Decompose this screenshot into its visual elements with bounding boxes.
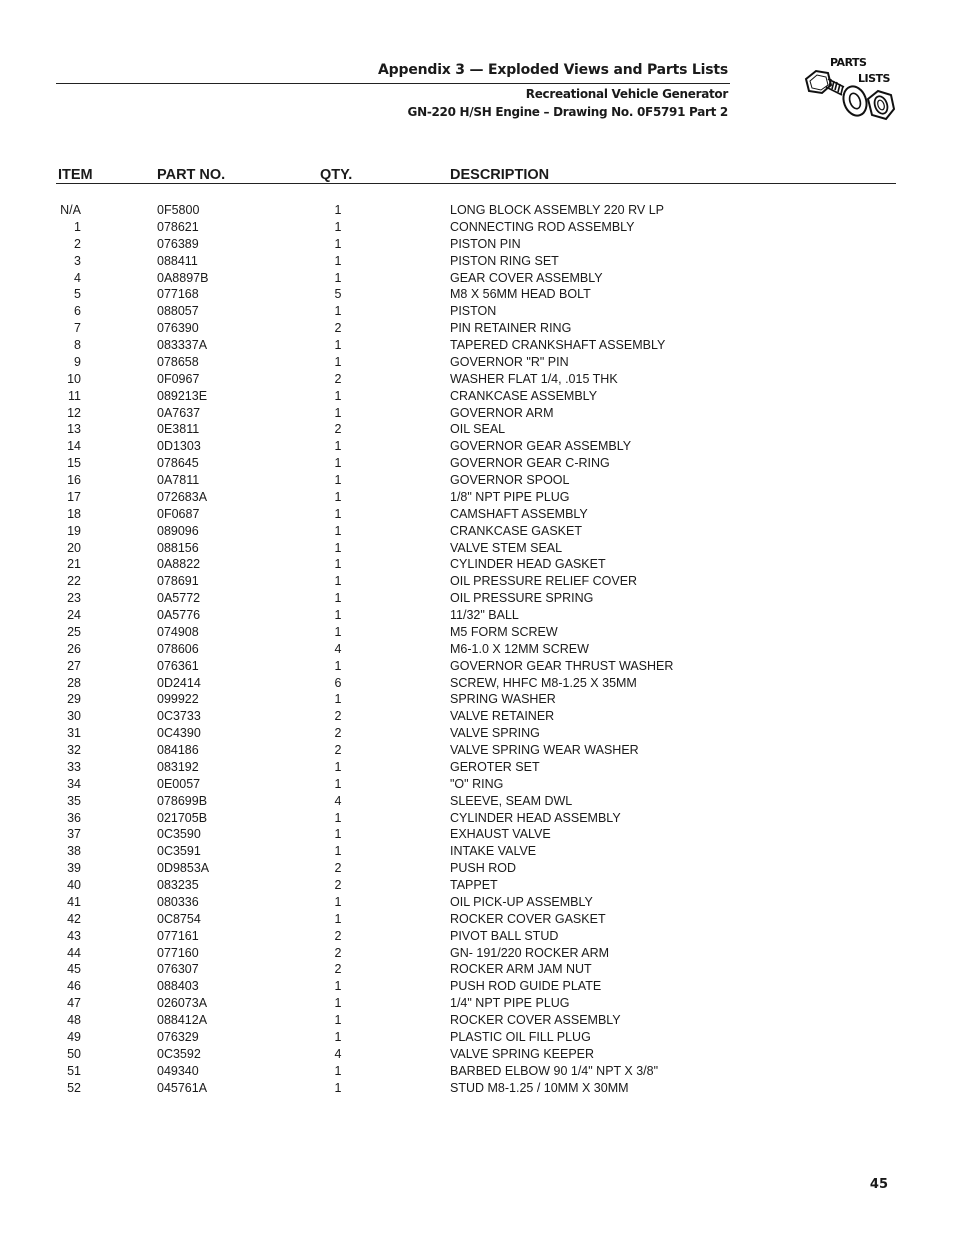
quantity: 1 xyxy=(334,236,342,251)
item-number: 18 xyxy=(67,506,81,521)
item-number: 41 xyxy=(67,894,81,909)
part-number: 026073A xyxy=(157,996,208,1011)
quantity: 1 xyxy=(334,203,342,217)
table-row xyxy=(0,675,954,692)
quantity: 1 xyxy=(334,489,342,504)
item-number: 14 xyxy=(67,439,81,454)
part-number: 077168 xyxy=(157,287,199,302)
item-number: 42 xyxy=(67,911,81,926)
part-number: 088411 xyxy=(157,253,198,268)
quantity: 1 xyxy=(334,439,342,454)
part-number: 078699B xyxy=(157,793,208,808)
part-number: 072683A xyxy=(157,489,208,504)
table-row xyxy=(0,742,954,759)
quantity: 4 xyxy=(334,641,342,656)
quantity: 1 xyxy=(334,388,342,403)
drawing-reference: GN-220 H/SH Engine – Drawing No. 0F5791 Part 2 xyxy=(407,105,728,119)
item-number: 23 xyxy=(67,591,81,606)
description: PUSH ROD GUIDE PLATE xyxy=(450,979,602,994)
table-row xyxy=(0,928,954,945)
part-number: 021705B xyxy=(157,810,208,825)
quantity: 1 xyxy=(334,591,342,606)
parts-lists-logo xyxy=(800,55,900,133)
description: LONG BLOCK ASSEMBLY 220 RV LP xyxy=(450,203,664,217)
table-row xyxy=(0,573,954,590)
part-number: 078645 xyxy=(157,456,199,471)
item-number: 26 xyxy=(67,641,81,656)
item-number: 45 xyxy=(67,962,81,977)
item-number: 1 xyxy=(74,219,81,234)
part-number: 0D9853A xyxy=(157,861,210,876)
column-header-part-no: PART NO. xyxy=(157,167,226,183)
table-row xyxy=(0,978,954,995)
part-number: 0E0057 xyxy=(157,776,201,791)
document-subtitle: Recreational Vehicle Generator xyxy=(525,87,728,101)
item-number: 21 xyxy=(67,557,81,572)
table-row xyxy=(0,472,954,489)
item-number: 48 xyxy=(67,1013,81,1027)
item-number: 31 xyxy=(67,726,81,741)
quantity: 1 xyxy=(334,827,342,842)
part-number: 078606 xyxy=(157,641,199,656)
table-row xyxy=(0,1046,954,1063)
quantity: 1 xyxy=(334,996,342,1011)
quantity: 1 xyxy=(334,1063,342,1078)
description: GEROTER SET xyxy=(450,759,540,774)
page-number: 45 xyxy=(869,1177,888,1192)
description: PLASTIC OIL FILL PLUG xyxy=(450,1029,591,1044)
table-row xyxy=(0,759,954,776)
quantity: 1 xyxy=(334,540,342,555)
quantity: 1 xyxy=(334,523,342,538)
description: VALVE SPRING xyxy=(450,726,540,741)
table-row xyxy=(0,540,954,557)
quantity: 2 xyxy=(334,962,342,977)
table-row xyxy=(0,1080,954,1097)
item-number: 6 xyxy=(74,304,81,319)
description: BARBED ELBOW 90 1/4" NPT X 3/8" xyxy=(450,1063,659,1078)
item-number: 20 xyxy=(67,540,81,555)
part-number: 0C3592 xyxy=(157,1046,201,1061)
part-number: 0D2414 xyxy=(157,675,201,690)
table-row xyxy=(0,253,954,270)
quantity: 6 xyxy=(334,675,342,690)
table-row xyxy=(0,421,954,438)
table-row xyxy=(0,810,954,827)
item-number: 38 xyxy=(67,844,81,859)
description: TAPERED CRANKSHAFT ASSEMBLY xyxy=(450,338,666,352)
quantity: 1 xyxy=(334,911,342,926)
item-number: 51 xyxy=(67,1063,81,1078)
description: VALVE STEM SEAL xyxy=(450,540,563,555)
description: CRANKCASE ASSEMBLY xyxy=(450,388,598,403)
description: WASHER FLAT 1/4, .015 THK xyxy=(450,371,618,386)
description: OIL PICK-UP ASSEMBLY xyxy=(450,894,593,909)
quantity: 1 xyxy=(334,574,342,589)
item-number: 16 xyxy=(67,473,81,487)
table-row xyxy=(0,236,954,253)
table-row xyxy=(0,590,954,607)
quantity: 1 xyxy=(334,405,342,420)
description: 1/8" NPT PIPE PLUG xyxy=(450,489,570,504)
item-number: 19 xyxy=(67,523,81,538)
column-header-qty: QTY. xyxy=(320,167,353,183)
part-number: 099922 xyxy=(157,692,199,707)
table-row xyxy=(0,489,954,506)
description: PIN RETAINER RING xyxy=(450,321,572,336)
description: PISTON RING SET xyxy=(450,253,559,268)
description: STUD M8-1.25 / 10MM X 30MM xyxy=(450,1080,629,1095)
header-rule xyxy=(56,83,730,84)
description: ROCKER ARM JAM NUT xyxy=(450,962,592,977)
table-row xyxy=(0,1012,954,1029)
description: CYLINDER HEAD ASSEMBLY xyxy=(450,810,621,825)
description: PUSH ROD xyxy=(450,861,516,876)
item-number: 12 xyxy=(67,405,81,420)
table-row xyxy=(0,793,954,810)
table-row xyxy=(0,523,954,540)
part-number: 0A7637 xyxy=(157,405,201,420)
quantity: 2 xyxy=(334,371,342,386)
part-number: 077161 xyxy=(157,928,199,943)
column-header-item: ITEM xyxy=(58,167,93,183)
table-row xyxy=(0,961,954,978)
part-number: 088403 xyxy=(157,979,199,994)
quantity: 1 xyxy=(334,1029,342,1044)
item-number: 10 xyxy=(67,371,81,386)
table-row xyxy=(0,388,954,405)
description: GOVERNOR GEAR ASSEMBLY xyxy=(450,439,632,454)
item-number: 24 xyxy=(67,608,81,622)
quantity: 2 xyxy=(334,928,342,943)
description: CYLINDER HEAD GASKET xyxy=(450,557,606,572)
item-number: 36 xyxy=(67,810,81,825)
item-number: 2 xyxy=(74,236,81,251)
table-row xyxy=(0,860,954,877)
quantity: 1 xyxy=(334,456,342,471)
table-row xyxy=(0,320,954,337)
description: SCREW, HHFC M8-1.25 X 35MM xyxy=(450,675,637,690)
description: VALVE SPRING KEEPER xyxy=(450,1046,595,1061)
part-number: 076329 xyxy=(157,1029,199,1044)
description: VALVE RETAINER xyxy=(450,709,555,724)
item-number: 34 xyxy=(67,776,81,791)
description: ROCKER COVER GASKET xyxy=(450,911,606,926)
quantity: 1 xyxy=(334,506,342,521)
table-row xyxy=(0,354,954,371)
description: PIVOT BALL STUD xyxy=(450,928,559,943)
table-row xyxy=(0,641,954,658)
part-number: 0A8822 xyxy=(157,557,201,572)
table-row xyxy=(0,708,954,725)
table-row xyxy=(0,1063,954,1080)
column-header-rule xyxy=(56,183,896,184)
description: SLEEVE, SEAM DWL xyxy=(450,793,573,808)
description: GEAR COVER ASSEMBLY xyxy=(450,270,603,285)
description: OIL PRESSURE RELIEF COVER xyxy=(450,574,638,589)
table-row xyxy=(0,776,954,793)
column-header-description: DESCRIPTION xyxy=(450,167,550,183)
item-number: 32 xyxy=(67,743,81,757)
description: M6-1.0 X 12MM SCREW xyxy=(450,641,589,656)
table-row xyxy=(0,894,954,911)
table-row xyxy=(0,607,954,624)
part-number: 045761A xyxy=(157,1080,208,1095)
table-row xyxy=(0,337,954,354)
part-number: 049340 xyxy=(157,1063,199,1078)
description: GN- 191/220 ROCKER ARM xyxy=(450,945,610,960)
description: M5 FORM SCREW xyxy=(450,624,558,639)
part-number: 0C3591 xyxy=(157,844,201,859)
part-number: 089213E xyxy=(157,388,208,403)
part-number: 0E3811 xyxy=(157,422,200,437)
quantity: 1 xyxy=(334,776,342,791)
item-number: 8 xyxy=(74,338,81,352)
part-number: 0C4390 xyxy=(157,726,201,741)
quantity: 2 xyxy=(334,709,342,724)
description: "O" RING xyxy=(450,776,504,791)
quantity: 4 xyxy=(334,1046,342,1061)
table-row xyxy=(0,1029,954,1046)
item-number: 3 xyxy=(74,253,81,268)
table-row xyxy=(0,995,954,1012)
logo-text-lists: LISTS xyxy=(858,72,890,85)
item-number: 33 xyxy=(67,759,81,774)
description: TAPPET xyxy=(450,878,498,892)
description: 1/4" NPT PIPE PLUG xyxy=(450,996,570,1011)
item-number: 11 xyxy=(68,388,81,403)
item-number: 35 xyxy=(67,793,81,808)
description: CONNECTING ROD ASSEMBLY xyxy=(450,219,635,234)
part-number: 088412A xyxy=(157,1013,208,1027)
quantity: 1 xyxy=(334,1013,342,1027)
part-number: 088057 xyxy=(157,304,199,319)
quantity: 1 xyxy=(334,473,342,487)
part-number: 089096 xyxy=(157,523,199,538)
description: PISTON PIN xyxy=(450,236,521,251)
part-number: 084186 xyxy=(157,743,199,757)
quantity: 2 xyxy=(334,861,342,876)
part-number: 076389 xyxy=(157,236,199,251)
description: VALVE SPRING WEAR WASHER xyxy=(450,743,639,757)
description: ROCKER COVER ASSEMBLY xyxy=(450,1013,621,1027)
table-row xyxy=(0,911,954,928)
quantity: 1 xyxy=(334,759,342,774)
table-row xyxy=(0,945,954,962)
quantity: 5 xyxy=(334,287,342,302)
item-number: 4 xyxy=(74,270,81,285)
item-number: 15 xyxy=(67,456,81,471)
quantity: 1 xyxy=(334,1080,342,1095)
item-number: 9 xyxy=(74,354,81,369)
part-number: 0F0967 xyxy=(157,371,200,386)
item-number: N/A xyxy=(60,203,81,217)
quantity: 4 xyxy=(334,793,342,808)
table-row xyxy=(0,556,954,573)
part-number: 0F5800 xyxy=(157,203,200,217)
part-number: 0D1303 xyxy=(157,439,201,454)
quantity: 2 xyxy=(334,743,342,757)
quantity: 1 xyxy=(334,658,342,673)
table-row xyxy=(0,286,954,303)
item-number: 17 xyxy=(67,489,81,504)
table-row xyxy=(0,371,954,388)
part-number: 0C3733 xyxy=(157,709,201,724)
quantity: 1 xyxy=(334,270,342,285)
quantity: 2 xyxy=(334,878,342,892)
part-number: 074908 xyxy=(157,624,199,639)
table-row xyxy=(0,506,954,523)
description: PISTON xyxy=(450,304,497,319)
quantity: 1 xyxy=(334,253,342,268)
description: GOVERNOR SPOOL xyxy=(450,473,570,487)
part-number: 0A5776 xyxy=(157,608,201,622)
quantity: 2 xyxy=(334,945,342,960)
table-row xyxy=(0,725,954,742)
description: GOVERNOR ARM xyxy=(450,405,554,420)
part-number: 0A8897B xyxy=(157,270,209,285)
item-number: 39 xyxy=(67,861,81,876)
item-number: 13 xyxy=(67,422,81,437)
part-number: 077160 xyxy=(157,945,199,960)
item-number: 40 xyxy=(67,878,81,892)
table-row xyxy=(0,219,954,236)
item-number: 30 xyxy=(67,709,81,724)
part-number: 083337A xyxy=(157,338,208,352)
description: OIL PRESSURE SPRING xyxy=(450,591,594,606)
part-number: 083192 xyxy=(157,759,199,774)
part-number: 076390 xyxy=(157,321,199,336)
description: GOVERNOR GEAR C-RING xyxy=(450,456,610,471)
quantity: 1 xyxy=(334,624,342,639)
item-number: 43 xyxy=(67,928,81,943)
table-row xyxy=(0,691,954,708)
table-row xyxy=(0,658,954,675)
table-row xyxy=(0,270,954,287)
item-number: 28 xyxy=(67,675,81,690)
item-number: 44 xyxy=(67,945,81,960)
item-number: 5 xyxy=(74,287,81,302)
description: GOVERNOR GEAR THRUST WASHER xyxy=(450,658,674,673)
quantity: 1 xyxy=(334,692,342,707)
part-number: 0F0687 xyxy=(157,506,200,521)
item-number: 50 xyxy=(67,1046,81,1061)
table-row xyxy=(0,455,954,472)
quantity: 1 xyxy=(334,557,342,572)
part-number: 076307 xyxy=(157,962,199,977)
item-number: 46 xyxy=(67,979,81,994)
part-number: 078658 xyxy=(157,354,199,369)
part-number: 0A7811 xyxy=(157,473,200,487)
item-number: 52 xyxy=(67,1080,81,1095)
table-row xyxy=(0,438,954,455)
description: OIL SEAL xyxy=(450,422,506,437)
quantity: 1 xyxy=(334,338,342,352)
item-number: 37 xyxy=(67,827,81,842)
item-number: 49 xyxy=(67,1029,81,1044)
quantity: 1 xyxy=(334,844,342,859)
part-number: 078691 xyxy=(157,574,199,589)
part-number: 0C8754 xyxy=(157,911,201,926)
part-number: 078621 xyxy=(157,219,199,234)
part-number: 0A5772 xyxy=(157,591,201,606)
description: EXHAUST VALVE xyxy=(450,827,551,842)
description: CAMSHAFT ASSEMBLY xyxy=(450,506,588,521)
quantity: 1 xyxy=(334,810,342,825)
item-number: 29 xyxy=(67,692,81,707)
table-row xyxy=(0,877,954,894)
quantity: 1 xyxy=(334,354,342,369)
quantity: 1 xyxy=(334,608,342,622)
item-number: 7 xyxy=(74,321,81,336)
quantity: 1 xyxy=(334,979,342,994)
page-title: Appendix 3 — Exploded Views and Parts Lists xyxy=(378,62,728,78)
table-row xyxy=(0,624,954,641)
quantity: 2 xyxy=(334,321,342,336)
description: CRANKCASE GASKET xyxy=(450,523,582,538)
table-row xyxy=(0,405,954,422)
description: M8 X 56MM HEAD BOLT xyxy=(450,287,591,302)
part-number: 083235 xyxy=(157,878,199,892)
part-number: 088156 xyxy=(157,540,199,555)
logo-text-parts: PARTS xyxy=(830,56,867,69)
table-row xyxy=(0,826,954,843)
description: SPRING WASHER xyxy=(450,692,556,707)
parts-table xyxy=(0,202,954,1096)
description: INTAKE VALVE xyxy=(450,844,537,859)
quantity: 1 xyxy=(334,304,342,319)
description: GOVERNOR "R" PIN xyxy=(450,354,569,369)
item-number: 27 xyxy=(67,658,81,673)
item-number: 25 xyxy=(67,624,81,639)
quantity: 2 xyxy=(334,726,342,741)
table-row xyxy=(0,202,954,219)
part-number: 076361 xyxy=(157,658,199,673)
quantity: 1 xyxy=(334,219,342,234)
quantity: 2 xyxy=(334,422,342,437)
quantity: 1 xyxy=(334,894,342,909)
table-row xyxy=(0,303,954,320)
description: 11/32" BALL xyxy=(450,608,519,622)
item-number: 47 xyxy=(67,996,81,1011)
item-number: 22 xyxy=(67,574,81,589)
part-number: 0C3590 xyxy=(157,827,201,842)
table-row xyxy=(0,843,954,860)
part-number: 080336 xyxy=(157,894,199,909)
